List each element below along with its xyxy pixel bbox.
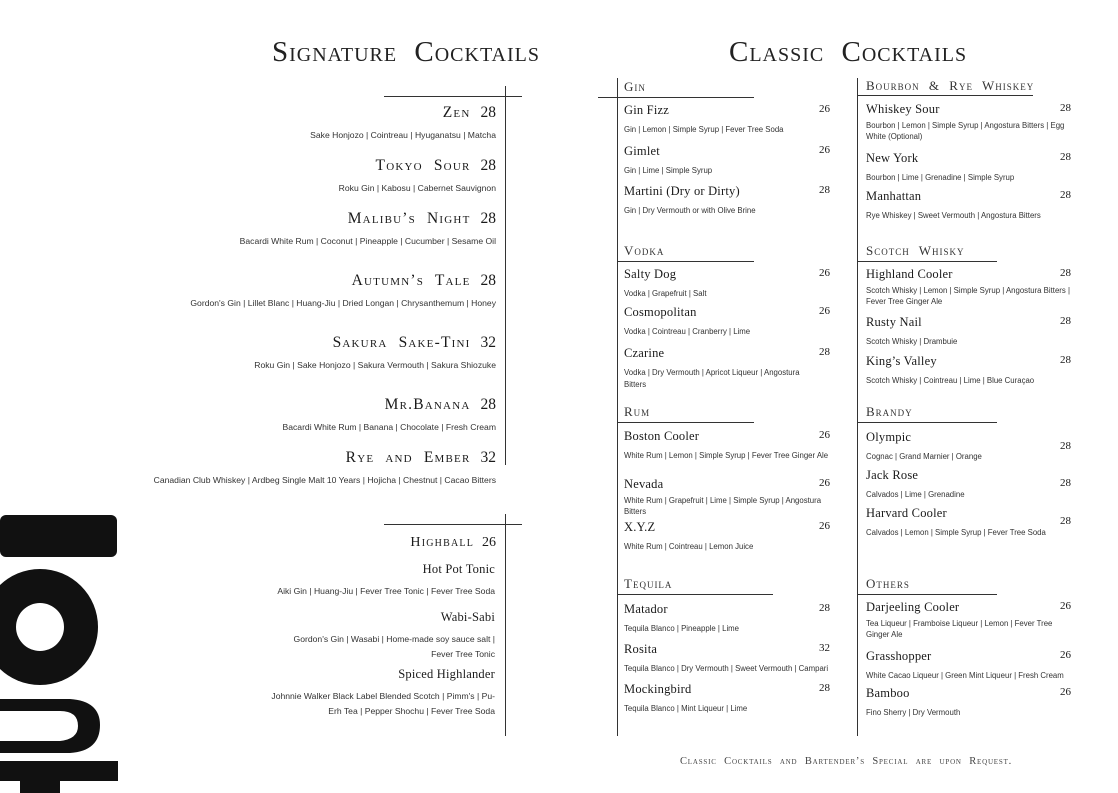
classic-left-vertical-rule bbox=[617, 78, 618, 736]
item-ingredients: Scotch Whisky | Cointreau | Lime | Blue Curaçao bbox=[866, 376, 1035, 385]
item-name: Cosmopolitan bbox=[624, 305, 697, 319]
item-ingredients: Scotch Whisky | Drambuie bbox=[866, 337, 958, 346]
item-ingredients: Calvados | Lime | Grenadine bbox=[866, 490, 965, 499]
item-price: 28 bbox=[1060, 102, 1071, 114]
rum-item-nevada bbox=[624, 477, 830, 517]
gin-rule bbox=[598, 97, 754, 98]
highball-heading bbox=[410, 535, 496, 551]
scotch-rule bbox=[857, 261, 997, 262]
item-name: Nevada bbox=[624, 477, 664, 491]
item-name: Mr.Banana 28 bbox=[384, 396, 496, 413]
brandy-item-olympic bbox=[866, 430, 1071, 463]
lost-logo bbox=[0, 515, 118, 793]
signature-item-mr-banana bbox=[282, 396, 496, 433]
item-price: 28 bbox=[480, 272, 496, 289]
item-price: 28 bbox=[1060, 189, 1071, 201]
highball-item-spiced-highlander bbox=[267, 667, 495, 719]
item-ingredients: White Cacao Liqueur | Green Mint Liqueur | Fresh Cream bbox=[866, 671, 1064, 680]
item-name: New York bbox=[866, 151, 919, 165]
item-name: King’s Valley bbox=[866, 354, 937, 368]
tequila-item-matador bbox=[624, 602, 830, 635]
item-ingredients: Cognac | Grand Marnier | Orange bbox=[866, 452, 982, 461]
item-price: 28 bbox=[480, 396, 496, 413]
vodka-item-salty-dog bbox=[624, 267, 830, 300]
section-others-title: Others bbox=[866, 576, 910, 591]
bourbon-item-manhattan bbox=[866, 189, 1071, 222]
item-name: Boston Cooler bbox=[624, 429, 700, 443]
item-name: X.Y.Z bbox=[624, 520, 656, 534]
item-price: 28 bbox=[480, 210, 496, 227]
vodka-item-czarine bbox=[624, 346, 830, 390]
item-price: 28 bbox=[819, 682, 830, 694]
item-ingredients: Scotch Whisky | Lemon | Simple Syrup | Angostura Bitters | Fever Tree Ginger Ale bbox=[866, 286, 1070, 306]
item-price: 26 bbox=[1060, 600, 1071, 612]
item-price: 32 bbox=[819, 642, 830, 654]
item-name: Rosita bbox=[624, 642, 658, 656]
signature-vertical-rule bbox=[505, 86, 506, 465]
bourbon-item-whiskey-sour bbox=[866, 102, 1071, 142]
item-name: Olympic bbox=[866, 430, 912, 444]
item-name: Wabi-Sabi bbox=[440, 610, 495, 624]
item-ingredients: Aiki Gin | Huang-Jiu | Fever Tree Tonic | Fever Tree Soda bbox=[277, 586, 495, 596]
item-name: Spiced Highlander bbox=[398, 667, 495, 681]
item-ingredients: Gordon's Gin | Wasabi | Home-made soy sauce salt | Fever Tree Tonic bbox=[293, 634, 495, 659]
highball-item-hot-pot-tonic bbox=[277, 562, 495, 599]
others-item-bamboo bbox=[866, 686, 1071, 719]
item-name: Mockingbird bbox=[624, 682, 692, 696]
item-price: 26 bbox=[819, 477, 830, 489]
item-price: 28 bbox=[819, 602, 830, 614]
rum-item-xyz bbox=[624, 520, 830, 553]
section-gin-title: Gin bbox=[624, 79, 646, 94]
item-ingredients: White Rum | Lemon | Simple Syrup | Fever Tree Ginger Ale bbox=[624, 451, 829, 460]
item-ingredients: Fino Sherry | Dry Vermouth bbox=[866, 708, 961, 717]
item-name: Manhattan bbox=[866, 189, 922, 203]
section-rum-title: Rum bbox=[624, 404, 651, 419]
section-bourbon-title: Bourbon & Rye Whiskey bbox=[866, 78, 1035, 93]
tequila-item-mockingbird bbox=[624, 682, 830, 715]
item-name: Darjeeling Cooler bbox=[866, 600, 960, 614]
item-price: 26 bbox=[819, 103, 830, 115]
item-ingredients: Canadian Club Whiskey | Ardbeg Single Malt 10 Years | Hojicha | Chestnut | Cacao Bitters bbox=[153, 475, 496, 485]
bourbon-rule bbox=[857, 95, 1033, 96]
rum-rule bbox=[617, 422, 754, 423]
item-price: 28 bbox=[1060, 354, 1071, 366]
item-ingredients: Gin | Dry Vermouth or with Olive Brine bbox=[624, 206, 756, 215]
item-price: 26 bbox=[819, 520, 830, 532]
signature-item-sakura-sake-tini bbox=[254, 334, 496, 371]
signature-item-zen bbox=[310, 104, 496, 141]
item-price: 26 bbox=[1060, 686, 1071, 698]
item-price: 28 bbox=[1060, 477, 1071, 489]
item-name: Matador bbox=[624, 602, 668, 616]
brandy-item-jack-rose bbox=[866, 468, 1071, 501]
others-item-darjeeling-cooler bbox=[866, 600, 1071, 640]
item-ingredients: Gin | Lime | Simple Syrup bbox=[624, 166, 713, 175]
scotch-item-kings-valley bbox=[866, 354, 1071, 387]
item-name: Martini (Dry or Dirty) bbox=[624, 184, 740, 198]
item-price: 28 bbox=[480, 104, 496, 121]
item-name: Harvard Cooler bbox=[866, 506, 947, 520]
bourbon-item-new-york bbox=[866, 151, 1071, 184]
section-scotch-title: Scotch Whisky bbox=[866, 243, 965, 258]
item-ingredients: Tequila Blanco | Pineapple | Lime bbox=[624, 624, 740, 633]
item-ingredients: Roku Gin | Sake Honjozo | Sakura Vermouth | Sakura Shiozuke bbox=[254, 360, 496, 370]
highball-price: 26 bbox=[482, 535, 496, 550]
item-price: 28 bbox=[1060, 515, 1071, 527]
section-brandy-title: Brandy bbox=[866, 404, 913, 419]
item-name: Whiskey Sour bbox=[866, 102, 940, 116]
item-name: Autumn’s Tale 28 bbox=[351, 272, 496, 289]
item-ingredients: Gordon's Gin | Lillet Blanc | Huang-Jiu | Dried Longan | Chrysanthemum | Honey bbox=[190, 298, 496, 308]
item-ingredients: Bacardi White Rum | Banana | Chocolate | Fresh Cream bbox=[282, 422, 496, 432]
item-name: Gimlet bbox=[624, 144, 660, 158]
highball-vertical-rule bbox=[505, 514, 506, 736]
signature-top-rule bbox=[384, 96, 522, 97]
item-name: Gin Fizz bbox=[624, 103, 669, 117]
item-price: 28 bbox=[819, 346, 830, 358]
item-price: 26 bbox=[819, 144, 830, 156]
signature-item-tokyo-sour bbox=[339, 157, 496, 194]
signature-cocktails-title: Signature Cocktails bbox=[272, 36, 540, 68]
item-ingredients: Tequila Blanco | Dry Vermouth | Sweet Vermouth | Campari bbox=[624, 664, 829, 673]
brandy-rule bbox=[857, 422, 997, 423]
item-name: Tokyo Sour 28 bbox=[375, 157, 496, 174]
item-ingredients: Tea Liqueur | Framboise Liqueur | Lemon | Fever Tree Ginger Ale bbox=[866, 619, 1053, 639]
item-ingredients: Sake Honjozo | Cointreau | Hyuganatsu | Matcha bbox=[310, 130, 496, 140]
signature-item-malibus-night bbox=[240, 210, 496, 247]
item-name: Highland Cooler bbox=[866, 267, 953, 281]
item-ingredients: White Rum | Cointreau | Lemon Juice bbox=[624, 542, 754, 551]
signature-item-autumns-tale bbox=[190, 272, 496, 309]
others-item-grasshopper bbox=[866, 649, 1071, 682]
item-ingredients: Bourbon | Lime | Grenadine | Simple Syrup bbox=[866, 173, 1015, 182]
gin-item-gin-fizz bbox=[624, 103, 830, 136]
item-name: Hot Pot Tonic bbox=[422, 562, 495, 576]
item-price: 28 bbox=[1060, 440, 1071, 452]
signature-item-rye-and-ember bbox=[154, 449, 496, 486]
item-price: 28 bbox=[1060, 315, 1071, 327]
item-ingredients: Rye Whiskey | Sweet Vermouth | Angostura Bitters bbox=[866, 211, 1041, 220]
highball-top-rule bbox=[384, 524, 522, 525]
item-ingredients: White Rum | Grapefruit | Lime | Simple Syrup | Angostura Bitters bbox=[624, 496, 822, 516]
tequila-rule bbox=[617, 594, 773, 595]
item-ingredients: Johnnie Walker Black Label Blended Scotch | Pimm's | Pu-Erh Tea | Pepper Shochu | Fever Tree Soda bbox=[271, 691, 495, 716]
item-ingredients: Bourbon | Lemon | Simple Syrup | Angostura Bitters | Egg White (Optional) bbox=[866, 121, 1065, 141]
scotch-item-highland-cooler bbox=[866, 267, 1071, 307]
item-name: Malibu’s Night 28 bbox=[347, 210, 496, 227]
item-name: Salty Dog bbox=[624, 267, 677, 281]
item-ingredients: Vodka | Grapefruit | Salt bbox=[624, 289, 707, 298]
item-price: 32 bbox=[480, 449, 496, 466]
item-price: 28 bbox=[1060, 267, 1071, 279]
vodka-rule bbox=[617, 261, 754, 262]
gin-item-gimlet bbox=[624, 144, 830, 177]
item-name: Grasshopper bbox=[866, 649, 932, 663]
highball-title: Highball bbox=[410, 535, 474, 550]
item-price: 28 bbox=[1060, 151, 1071, 163]
footer-note: Classic Cocktails and Bartender’s Special are upon Request. bbox=[680, 756, 1013, 767]
tequila-item-rosita bbox=[624, 642, 830, 675]
item-name: Rye and Ember 32 bbox=[345, 449, 496, 466]
item-price: 26 bbox=[819, 267, 830, 279]
item-ingredients: Roku Gin | Kabosu | Cabernet Sauvignon bbox=[338, 183, 496, 193]
item-price: 28 bbox=[819, 184, 830, 196]
vodka-item-cosmopolitan bbox=[624, 305, 830, 338]
others-rule bbox=[857, 594, 997, 595]
classic-right-vertical-rule bbox=[857, 78, 858, 736]
item-ingredients: Vodka | Dry Vermouth | Apricot Liqueur | Angostura Bitters bbox=[624, 368, 800, 389]
item-ingredients: Gin | Lemon | Simple Syrup | Fever Tree Soda bbox=[624, 125, 784, 134]
item-price: 32 bbox=[480, 334, 496, 351]
item-price: 26 bbox=[1060, 649, 1071, 661]
gin-item-martini bbox=[624, 184, 830, 217]
item-name: Czarine bbox=[624, 346, 665, 360]
item-price: 28 bbox=[480, 157, 496, 174]
highball-item-wabi-sabi bbox=[270, 610, 495, 662]
section-tequila-title: Tequila bbox=[624, 576, 673, 591]
rum-item-boston-cooler bbox=[624, 429, 830, 462]
section-vodka-title: Vodka bbox=[624, 243, 665, 258]
item-name: Bamboo bbox=[866, 686, 910, 700]
scotch-item-rusty-nail bbox=[866, 315, 1071, 348]
item-name: Zen 28 bbox=[442, 104, 496, 121]
brandy-item-harvard-cooler bbox=[866, 506, 1071, 539]
item-name: Rusty Nail bbox=[866, 315, 922, 329]
item-price: 26 bbox=[819, 305, 830, 317]
item-ingredients: Tequila Blanco | Mint Liqueur | Lime bbox=[624, 704, 748, 713]
item-name: Sakura Sake-Tini 32 bbox=[332, 334, 496, 351]
item-ingredients: Vodka | Cointreau | Cranberry | Lime bbox=[624, 327, 751, 336]
item-ingredients: Calvados | Lemon | Simple Syrup | Fever Tree Soda bbox=[866, 528, 1046, 537]
item-ingredients: Bacardi White Rum | Coconut | Pineapple | Cucumber | Sesame Oil bbox=[239, 236, 496, 246]
item-price: 26 bbox=[819, 429, 830, 441]
item-name: Jack Rose bbox=[866, 468, 919, 482]
classic-cocktails-title: Classic Cocktails bbox=[729, 36, 968, 68]
